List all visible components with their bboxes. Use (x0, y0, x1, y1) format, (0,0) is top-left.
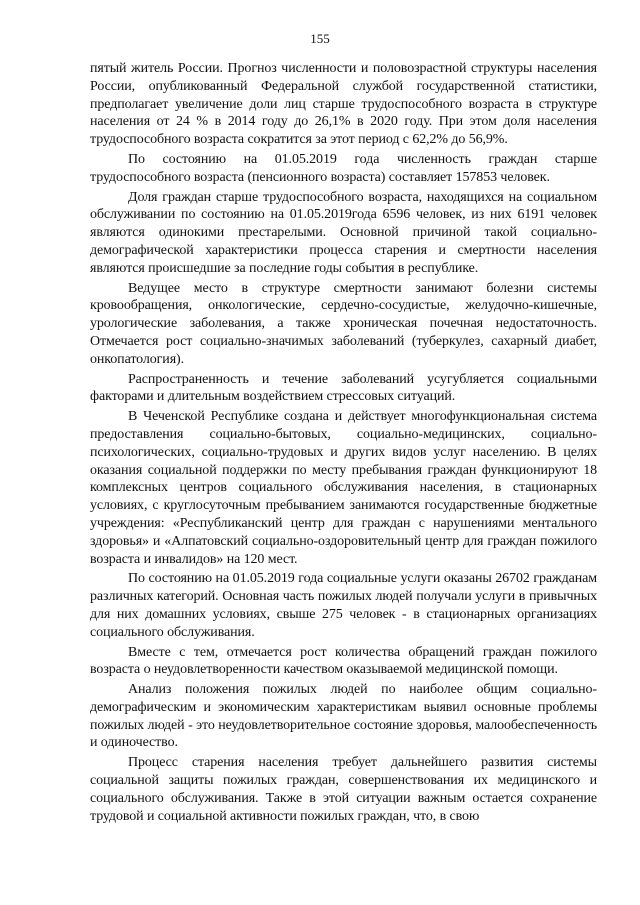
paragraph: Распространенность и течение заболеваний усугубляется социальными факторами и длительным воздействием стрессовых ситуаций. (90, 371, 597, 405)
body-text (90, 60, 597, 827)
paragraph: По состоянию на 01.05.2019 года численность граждан старше трудоспособного возраста (пенсионного возраста) составляет 157853 человек. (90, 151, 597, 185)
paragraph: В Чеченской Республике создана и действует многофункциональная система предоставления социально-бытовых, социально-медицинских, социально-психологических, социально-трудовых и других видов услуг населению. В целях оказания социальной поддержки по месту пребывания граждан функционируют 18 комплексных центров социального обслуживания населения, в стационарных условиях, с круглосуточным пребыванием занимаются государственные бюджетные учреждения: «Республиканский центр для граждан с нарушениями ментального здоровья» и «Алпатовский социально-оздоровительный центр для граждан пожилого возраста и инвалидов» на 120 мест. (90, 409, 597, 567)
paragraph: Процесс старения населения требует дальнейшего развития системы социальной защиты пожилых граждан, совершенствования их медицинского и социального обслуживания. Также в этой ситуации важным остается сохранение трудовой и социальной активности пожилых граждан, что, в свою (90, 755, 597, 824)
paragraph: Доля граждан старше трудоспособного возраста, находящихся на социальном обслуживании по состоянию на 01.05.2019года 6596 человек, из них 6191 человек являются одинокими престарелыми. Основной причиной такой социально-демографической характеристики процесса старения и смертности населения являются происшедшие за последние годы события в республике. (90, 189, 597, 276)
paragraph: Анализ положения пожилых людей по наиболее общим социально-демографическим и экономическим характеристикам выявил основные проблемы пожилых людей - это неудовлетворительное состояние здоровья, малообеспеченность и одиночество. (90, 682, 597, 751)
paragraph: По состоянию на 01.05.2019 года социальные услуги оказаны 26702 гражданам различных категорий. Основная часть пожилых людей получали услуги в привычных для них домашних условиях, свыше 275 человек - в стационарных организациях социального обслуживания. (90, 571, 597, 640)
paragraph: Вместе с тем, отмечается рост количества обращений граждан пожилого возраста о неудовлетворенности качеством оказываемой медицинской помощи. (90, 644, 597, 678)
paragraph: пятый житель России. Прогноз численности и половозрастной структуры населения России, опубликованный Федеральной службой государственной статистики, предполагает увеличение доли лиц старше трудоспособного возраста в структуре населения от 24 % в 2014 году до 26,1% в 2020 году. При этом доля населения трудоспособного возраста сократится за этот период с 62,2% до 56,9%. (90, 61, 597, 148)
paragraph: Ведущее место в структуре смертности занимают болезни системы кровообращения, онкологические, сердечно-сосудистые, желудочно-кишечные, урологические заболевания, а также хроническая почечная недостаточность. Отмечается рост социально-значимых заболеваний (туберкулез, сахарный диабет, онкопатология). (90, 280, 597, 367)
page-number: 155 (310, 31, 330, 46)
